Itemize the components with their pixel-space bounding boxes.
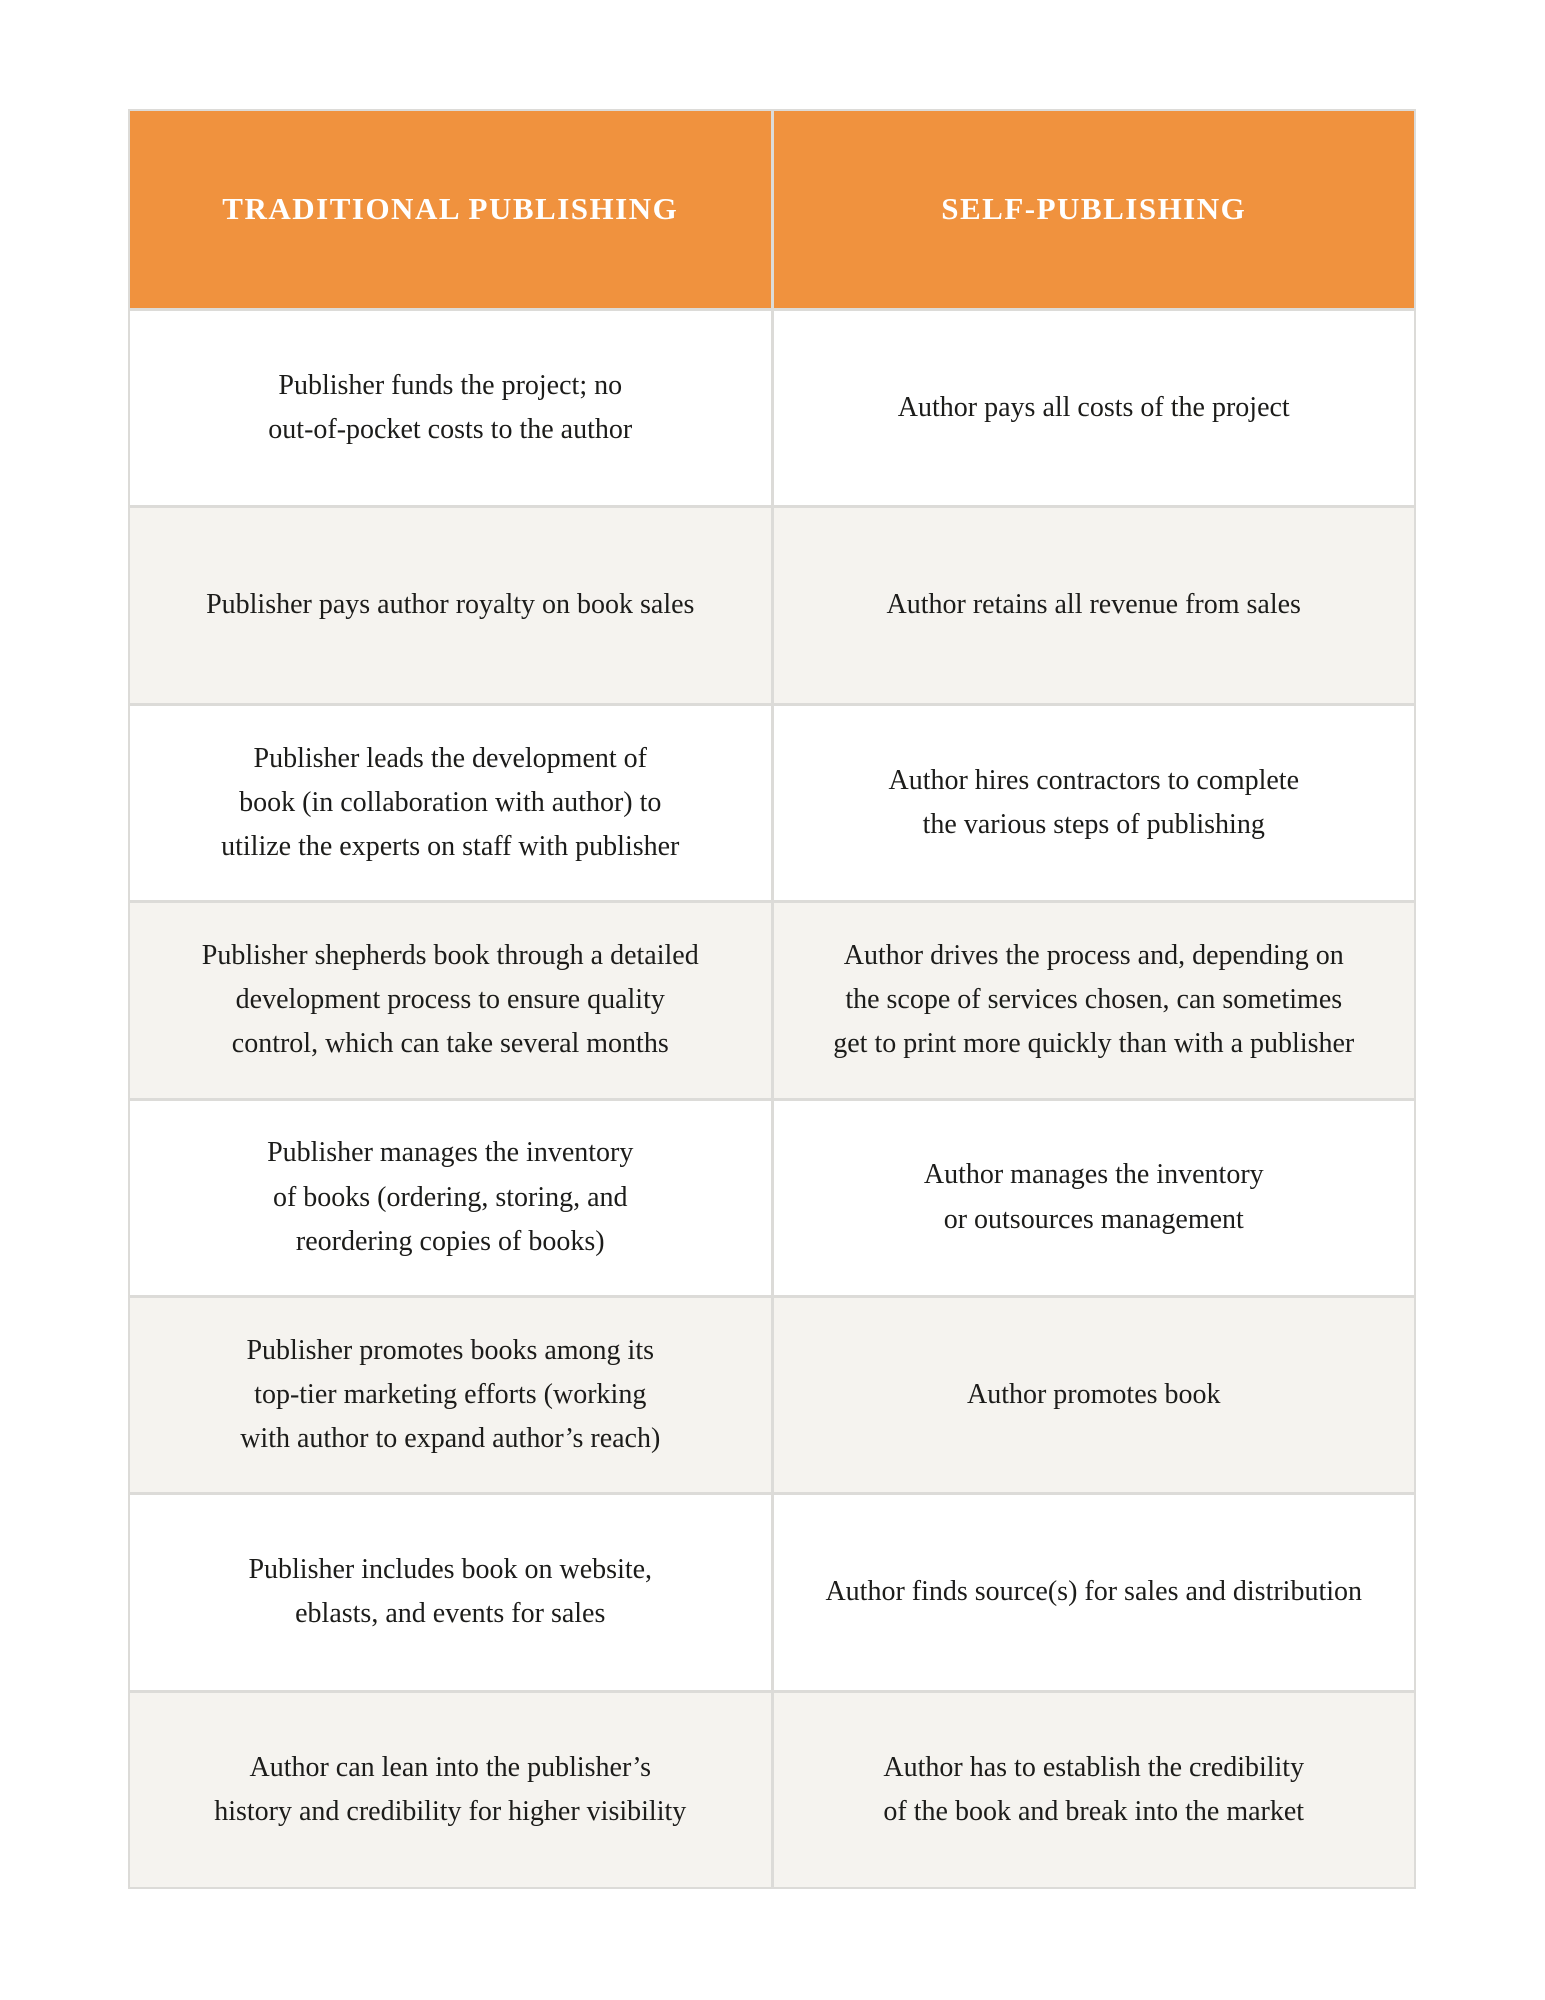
cell-row1-traditional: Publisher funds the project; no out-of-pocket costs to the author (130, 311, 771, 505)
cell-row2-self-publishing: Author retains all revenue from sales (774, 508, 1415, 702)
cell-row4-self-publishing: Author drives the process and, depending on the scope of services chosen, can sometimes get to print more quickly than with a publisher (774, 903, 1415, 1097)
cell-row1-self-publishing: Author pays all costs of the project (774, 311, 1415, 505)
cell-row3-traditional: Publisher leads the development of book (in collaboration with author) to utilize the experts on staff with publisher (130, 706, 771, 900)
cell-row8-self-publishing: Author has to establish the credibility of the book and break into the market (774, 1693, 1415, 1887)
cell-row7-traditional: Publisher includes book on website, eblasts, and events for sales (130, 1495, 771, 1689)
cell-row2-traditional: Publisher pays author royalty on book sales (130, 508, 771, 702)
column-header-traditional-publishing: TRADITIONAL PUBLISHING (130, 111, 771, 308)
cell-row5-traditional: Publisher manages the inventory of books (ordering, storing, and reordering copies of books) (130, 1101, 771, 1295)
cell-row6-self-publishing: Author promotes book (774, 1298, 1415, 1492)
cell-row4-traditional: Publisher shepherds book through a detailed development process to ensure quality control, which can take several months (130, 903, 771, 1097)
cell-row7-self-publishing: Author finds source(s) for sales and distribution (774, 1495, 1415, 1689)
publishing-comparison-table (128, 109, 1416, 1889)
cell-row8-traditional: Author can lean into the publisher’s history and credibility for higher visibility (130, 1693, 771, 1887)
column-header-self-publishing: SELF-PUBLISHING (774, 111, 1415, 308)
cell-row6-traditional: Publisher promotes books among its top-tier marketing efforts (working with author to expand author’s reach) (130, 1298, 771, 1492)
cell-row3-self-publishing: Author hires contractors to complete the various steps of publishing (774, 706, 1415, 900)
cell-row5-self-publishing: Author manages the inventory or outsources management (774, 1101, 1415, 1295)
